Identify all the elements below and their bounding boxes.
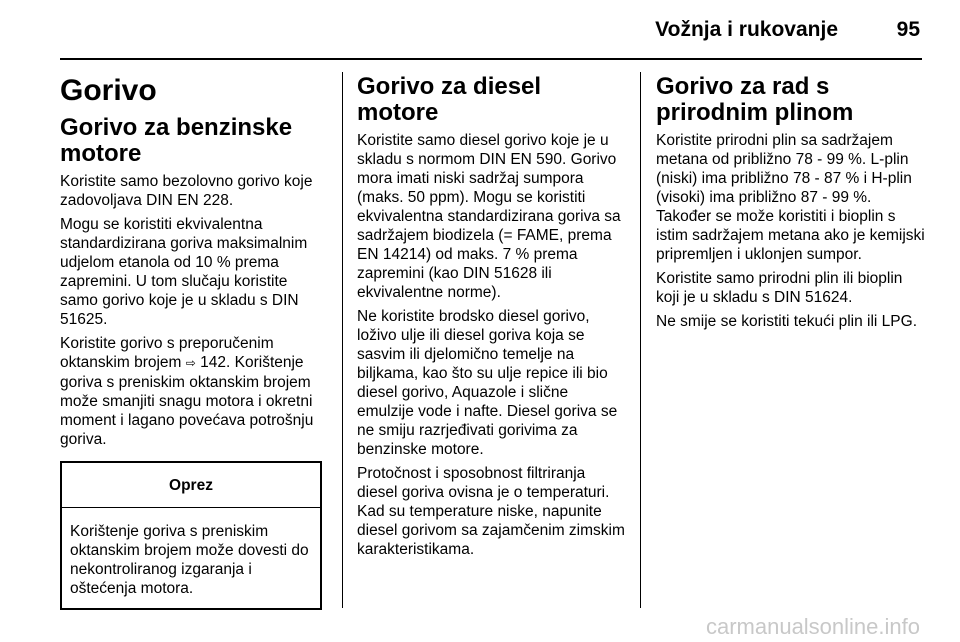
watermark: carmanualsonline.info <box>705 614 920 639</box>
header-rule <box>60 58 922 60</box>
heading-petrol: Gorivo za benzinske motore <box>60 114 293 167</box>
paragraph <box>60 334 328 449</box>
column-petrol <box>60 74 328 610</box>
paragraph: Protočnost i sposobnost filtriranja diesel goriva ovisna je o temperaturi. Kad su temperature niske, napunite diesel gorivom sa zajamčenim zimskim karakteristikama. <box>357 465 625 558</box>
caution-text: Korištenje goriva s preniskim oktanskim brojem može dovesti do nekontroliranog izgaranja i oštećenja motora. <box>70 523 309 597</box>
heading-diesel: Gorivo za diesel motore <box>357 73 542 126</box>
column-diesel <box>357 74 627 564</box>
caution-box <box>60 461 322 610</box>
column-divider <box>342 72 343 608</box>
column-divider <box>640 72 641 608</box>
paragraph: Ne smije se koristiti tekući plin ili LPG. <box>656 313 917 330</box>
page-number: 95 <box>896 18 920 41</box>
caution-title: Oprez <box>62 463 320 508</box>
paragraph-text: 142. Korištenje goriva s preniskim oktanskim brojem može smanjiti snagu motora i okretni moment i lagano povećava potrošnju goriva. <box>60 354 314 448</box>
page-header <box>0 18 960 48</box>
paragraph: Koristite samo bezolovno gorivo koje zadovoljava DIN EN 228. <box>60 173 313 209</box>
page-reference-arrow-icon: ⇨ <box>185 356 196 370</box>
section-title: Vožnja i rukovanje <box>655 18 838 41</box>
paragraph-text: Koristite gorivo s preporučenim oktanskim brojem <box>60 335 274 371</box>
paragraph: Koristite prirodni plin sa sadržajem metana od približno 78 - 99 %. L-plin (niski) ima približno 78 - 87 % i H-plin (visoki) ima približno 87 - 99 %. Također se može koristiti i bioplin s istim sadržajem metana ako je kemijski pripremljen i uklonjen sumpor. <box>656 132 925 263</box>
paragraph: Mogu se koristiti ekvivalentna standardizirana goriva maksimalnim udjelom etanola od 10 % prema zapremini. U tom slučaju koristite samo gorivo koje je u skladu s DIN 51625. <box>60 216 308 328</box>
heading-natural-gas: Gorivo za rad s prirodnim plinom <box>656 73 854 126</box>
paragraph: Ne koristite brodsko diesel gorivo, loživo ulje ili diesel goriva koja se sasvim ili djelomično temelje na biljkama, kao što su ulje repice ili bio diesel gorivo, Aquazole i slične emulzije vode i nafte. Diesel goriva se ne smiju razrjeđivati gorivima za benzinske motore. <box>357 308 618 458</box>
paragraph: Koristite samo prirodni plin ili bioplin koji je u skladu s DIN 51624. <box>656 270 903 306</box>
main-heading: Gorivo <box>60 74 157 107</box>
column-natural-gas <box>656 74 928 336</box>
paragraph: Koristite samo diesel gorivo koje je u skladu s normom DIN EN 590. Gorivo mora imati niski sadržaj sumpora (maks. 50 ppm). Mogu se koristiti ekvivalentna standardizirana goriva sa sadržajem biodizela (= FAME, prema EN 14214) od maks. 7 % prema zapremini (kao DIN 51628 ili ekvivalentne norme). <box>357 132 621 301</box>
